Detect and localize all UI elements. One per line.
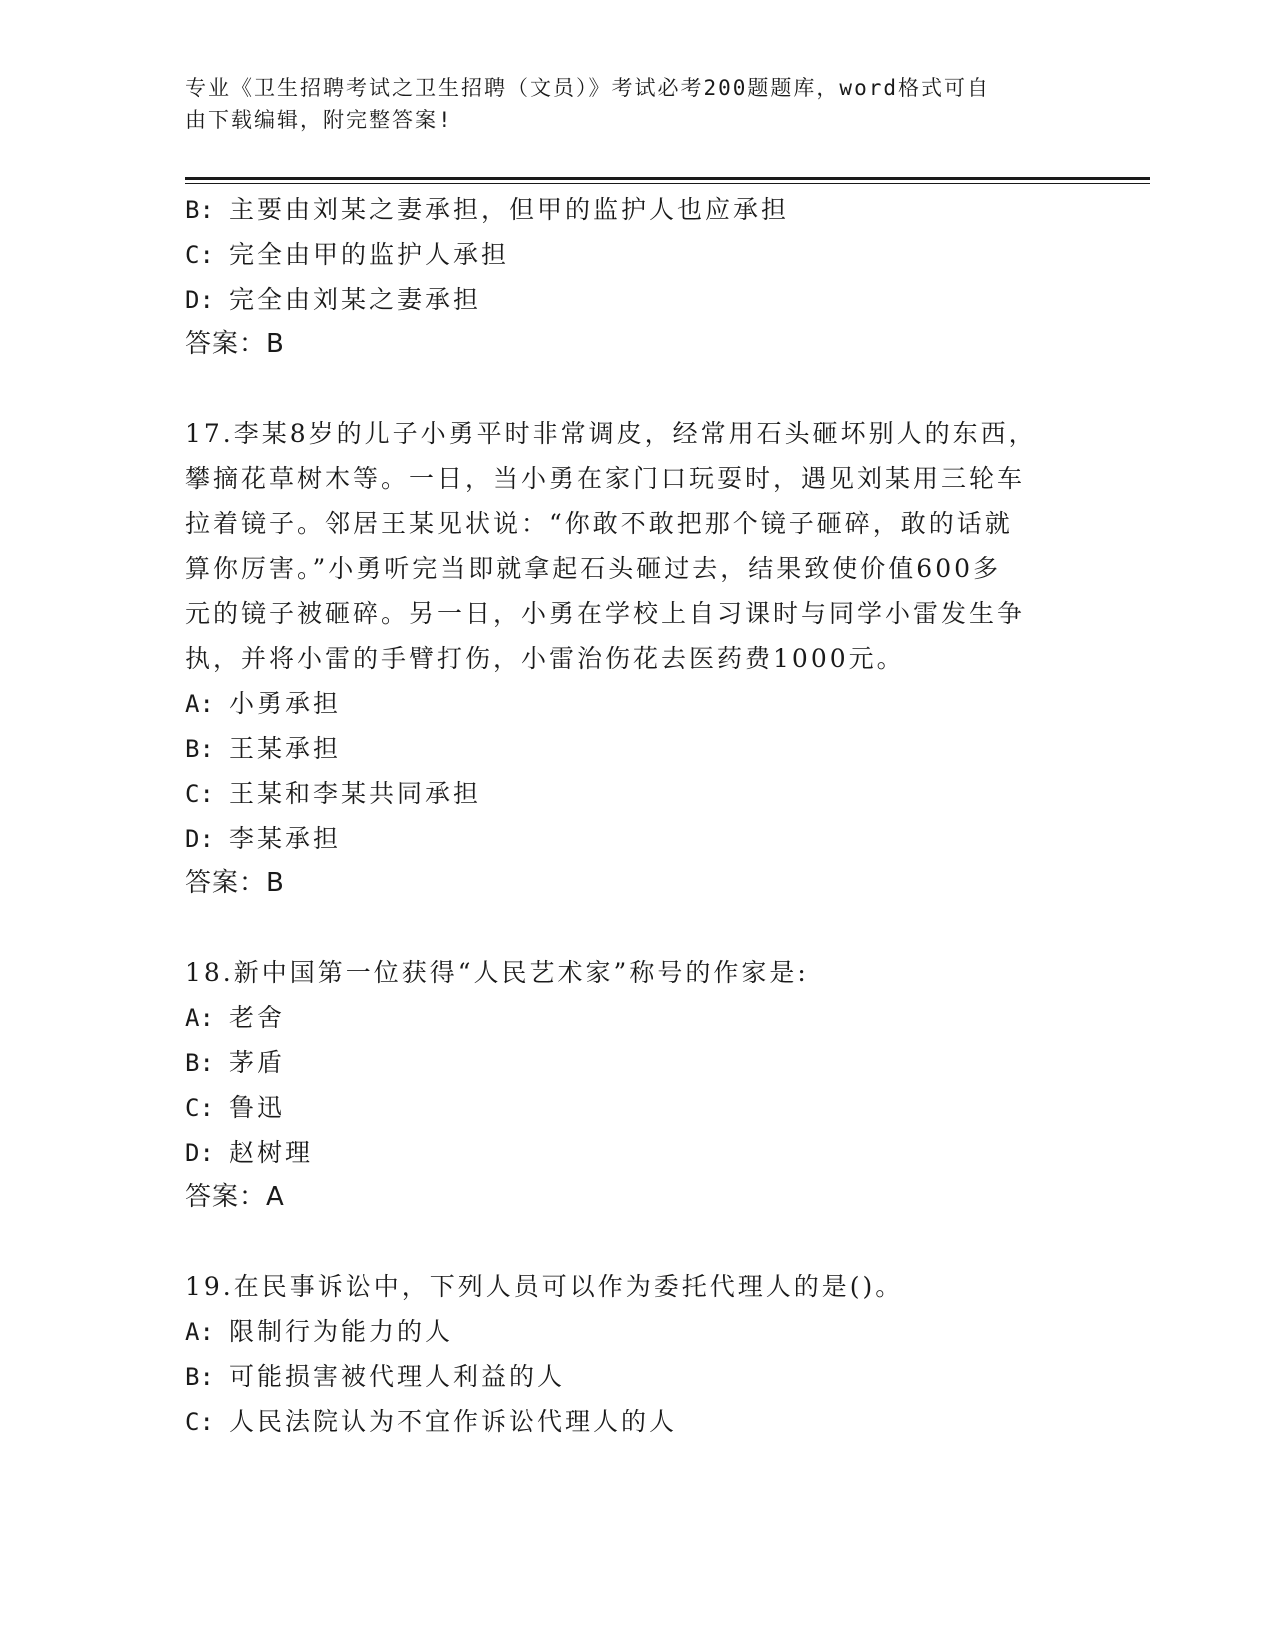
question-stem-line: 攀摘花草树木等。一日，当小勇在家门口玩耍时，遇见刘某用三轮车 — [185, 464, 1026, 493]
answer-label: 答案：A — [185, 1182, 285, 1212]
header-rule-thick — [185, 177, 1150, 180]
question-stem-line: 拉着镜子。邻居王某见状说：“你敢不敢把那个镜子砸碎，敢的话就 — [185, 509, 1013, 538]
page-header — [185, 72, 1065, 136]
header-line-1: 专业《卫生招聘考试之卫生招聘（文员）》考试必考200题题库，word格式可自 — [185, 76, 990, 100]
question-stem-line: 执，并将小雷的手臂打伤，小雷治伤花去医药费1000元。 — [185, 644, 905, 673]
option-d: D: 赵树理 — [185, 1138, 314, 1167]
header-line-2: 由下载编辑，附完整答案! — [185, 108, 453, 132]
question-stem-line: 17.李某8岁的儿子小勇平时非常调皮，经常用石头砸坏别人的东西， — [185, 419, 1037, 448]
option-b: B: 可能损害被代理人利益的人 — [185, 1362, 566, 1391]
answer-label: 答案：B — [185, 868, 285, 898]
option-a: A: 老舍 — [185, 1003, 286, 1032]
option-a: A: 小勇承担 — [185, 689, 342, 718]
question-content — [185, 187, 1065, 1444]
question-stem: 19.在民事诉讼中，下列人员可以作为委托代理人的是()。 — [185, 1272, 904, 1301]
option-a: A: 限制行为能力的人 — [185, 1317, 454, 1346]
option-b: B: 茅盾 — [185, 1048, 286, 1077]
header-rule-thin — [185, 183, 1150, 184]
option-b: B: 王某承担 — [185, 734, 342, 763]
option-d: D: 完全由刘某之妻承担 — [185, 285, 482, 314]
option-c: C: 鲁迅 — [185, 1093, 286, 1122]
option-d: D: 李某承担 — [185, 824, 342, 853]
option-c: C: 王某和李某共同承担 — [185, 779, 482, 808]
question-stem: 18.新中国第一位获得“人民艺术家”称号的作家是: — [185, 958, 809, 987]
answer-label: 答案：B — [185, 329, 285, 359]
option-c: C: 人民法院认为不宜作诉讼代理人的人 — [185, 1407, 678, 1436]
question-17 — [185, 411, 1065, 906]
question-19 — [185, 1264, 1065, 1444]
question-stem-line: 算你厉害。”小勇听完当即就拿起石头砸过去，结果致使价值600多 — [185, 554, 1002, 583]
option-b: B: 主要由刘某之妻承担，但甲的监护人也应承担 — [185, 195, 790, 224]
question-16 — [185, 187, 1065, 367]
option-c: C: 完全由甲的监护人承担 — [185, 240, 510, 269]
question-18 — [185, 950, 1065, 1220]
question-stem-line: 元的镜子被砸碎。另一日，小勇在学校上自习课时与同学小雷发生争 — [185, 599, 1026, 628]
